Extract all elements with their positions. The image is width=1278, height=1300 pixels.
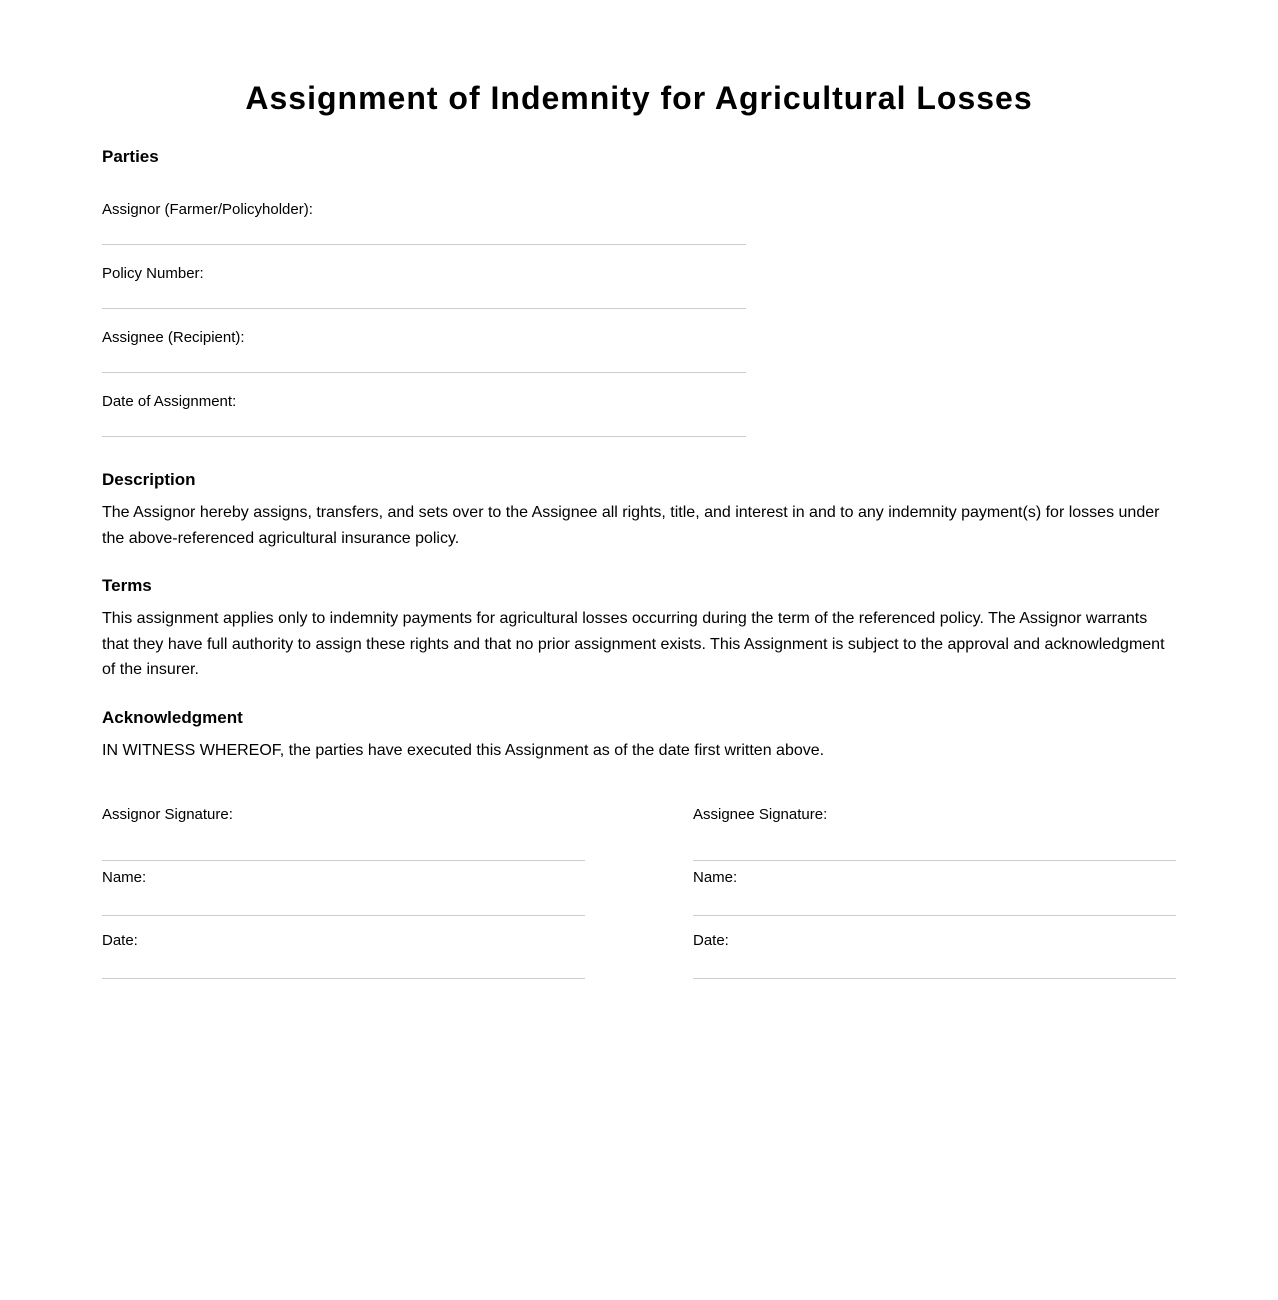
assignor-date-label: Date: [102, 932, 138, 949]
description-text: The Assignor hereby assigns, transfers, and sets over to the Assignee all rights, title, and interest in and to any indemnity payment(s) for losses under the above-referenced agricultural insurance policy. [102, 504, 1160, 547]
assignee-label: Assignee (Recipient): [102, 329, 245, 346]
assignee-signature-field[interactable] [693, 805, 1176, 868]
assignor-name-field[interactable] [102, 868, 585, 931]
assignor-date-field[interactable] [102, 931, 585, 994]
assignor-label: Assignor (Farmer/Policyholder): [102, 201, 313, 218]
assignor-signature-label: Assignor Signature: [102, 806, 233, 823]
assignor-signature-line[interactable] [102, 860, 585, 861]
policy-number-label: Policy Number: [102, 265, 204, 282]
assignor-name-line[interactable] [102, 915, 585, 916]
assignee-name-field[interactable] [693, 868, 1176, 931]
date-of-assignment-input-line[interactable] [102, 436, 746, 437]
parties-heading: Parties [102, 147, 159, 166]
assignee-signature-line[interactable] [693, 860, 1176, 861]
assignee-input-line[interactable] [102, 372, 746, 373]
assignor-signature-field[interactable] [102, 805, 585, 868]
date-of-assignment-label: Date of Assignment: [102, 393, 237, 410]
description-heading: Description [102, 470, 196, 489]
acknowledgment-heading: Acknowledgment [102, 708, 243, 727]
assignee-date-line[interactable] [693, 978, 1176, 979]
terms-heading: Terms [102, 576, 152, 595]
assignor-date-line[interactable] [102, 978, 585, 979]
assignee-signature-label: Assignee Signature: [693, 806, 828, 823]
assignee-field[interactable] [102, 328, 746, 392]
terms-text: This assignment applies only to indemnity payments for agricultural losses occurring during the term of the referenced policy. The Assignor warrants that they have full authority to assign these rights and that no prior assignment exists. This Assignment is subject to the approval and acknowledgment of the insurer. [102, 610, 1165, 678]
assignee-name-label: Name: [693, 869, 738, 886]
assignee-name-line[interactable] [693, 915, 1176, 916]
policy-number-field[interactable] [102, 264, 746, 328]
assignee-date-field[interactable] [693, 931, 1176, 994]
assignor-name-label: Name: [102, 869, 147, 886]
document-title: Assignment of Indemnity for Agricultural Losses [245, 80, 1033, 116]
date-of-assignment-field[interactable] [102, 392, 746, 456]
assignee-date-label: Date: [693, 932, 729, 949]
assignor-input-line[interactable] [102, 244, 746, 245]
assignor-field[interactable] [102, 200, 746, 264]
policy-number-input-line[interactable] [102, 308, 746, 309]
acknowledgment-text: IN WITNESS WHEREOF, the parties have executed this Assignment as of the date first written above. [102, 742, 825, 759]
